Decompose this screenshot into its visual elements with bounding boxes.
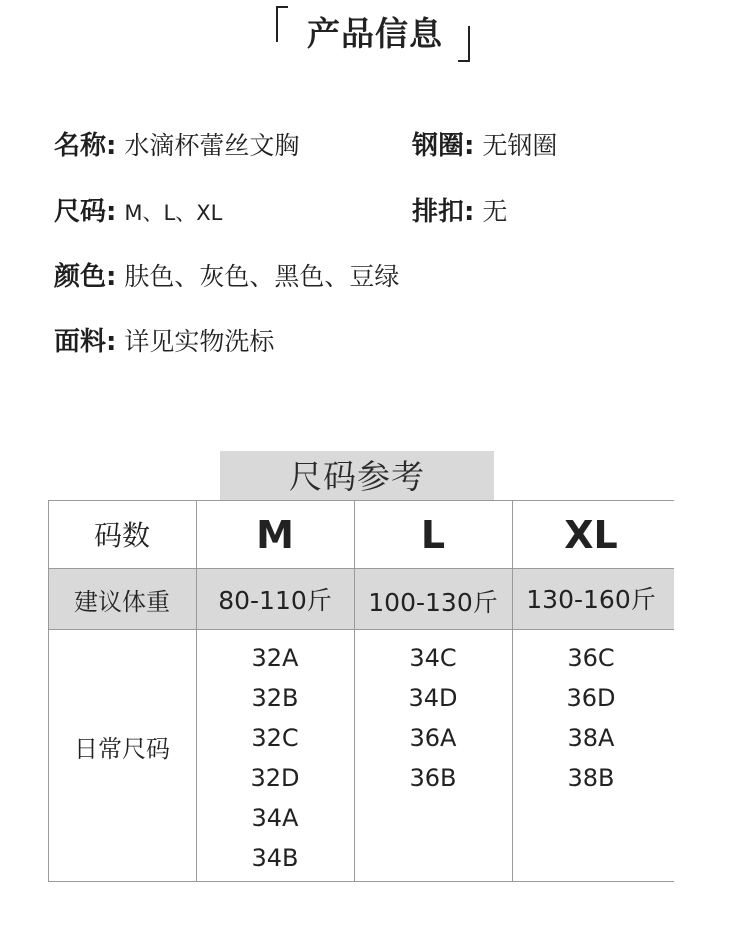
info-color-value: 肤色、灰色、黑色、豆绿	[124, 262, 400, 291]
info-name-value: 水滴杯蕾丝文胸	[124, 131, 300, 160]
info-clasp-row	[412, 194, 507, 230]
weight-row-label: 建议体重	[74, 588, 170, 616]
daily-size-item: 36C	[567, 644, 615, 672]
daily-size-item: 32C	[251, 724, 299, 752]
info-size-value: M、L、XL	[124, 201, 223, 225]
weight-xl: 130-160斤	[526, 584, 656, 614]
section-title: 产品信息	[307, 14, 443, 53]
daily-size-item: 38B	[567, 764, 615, 792]
info-wire-row	[412, 128, 557, 164]
info-size-row	[54, 194, 222, 231]
info-color-row	[54, 259, 399, 295]
daily-size-item: 32A	[251, 644, 299, 672]
weight-m: 80-110斤	[218, 585, 332, 615]
info-fabric-label: 面料:	[54, 327, 117, 357]
info-clasp-label: 排扣:	[412, 197, 475, 227]
daily-size-item: 36D	[566, 684, 616, 712]
info-wire-value: 无钢圈	[482, 131, 558, 160]
info-clasp-value: 无	[482, 197, 508, 226]
size-chart-table	[48, 500, 674, 882]
size-column-xl: XL	[564, 513, 618, 557]
info-name-row	[54, 128, 299, 164]
daily-size-item: 32D	[250, 764, 300, 792]
daily-size-item: 38A	[567, 724, 615, 752]
info-name-label: 名称:	[54, 131, 117, 161]
daily-size-item: 34C	[409, 644, 457, 672]
daily-sizes-xl	[512, 638, 670, 798]
daily-sizes-l	[354, 638, 512, 798]
weight-l: 100-130斤	[368, 587, 498, 617]
table-border-bottom	[48, 881, 674, 882]
daily-size-item: 34B	[251, 844, 299, 872]
daily-size-item: 34D	[408, 684, 458, 712]
info-fabric-row	[54, 324, 274, 360]
info-size-label: 尺码:	[54, 197, 117, 227]
size-column-m: M	[256, 513, 294, 557]
title-bracket-right	[458, 26, 470, 62]
info-wire-label: 钢圈:	[412, 131, 475, 161]
size-column-l: L	[420, 513, 446, 557]
daily-size-item: 36A	[409, 724, 457, 752]
daily-size-item: 34A	[251, 804, 299, 832]
daily-size-item: 32B	[251, 684, 299, 712]
size-header-label: 码数	[93, 519, 150, 552]
daily-size-item: 36B	[409, 764, 457, 792]
size-chart-tab: 尺码参考	[220, 451, 494, 500]
info-color-label: 颜色:	[54, 262, 117, 292]
info-fabric-value: 详见实物洗标	[124, 327, 275, 356]
daily-sizes-m	[196, 638, 354, 878]
daily-size-row-label: 日常尺码	[74, 734, 170, 763]
